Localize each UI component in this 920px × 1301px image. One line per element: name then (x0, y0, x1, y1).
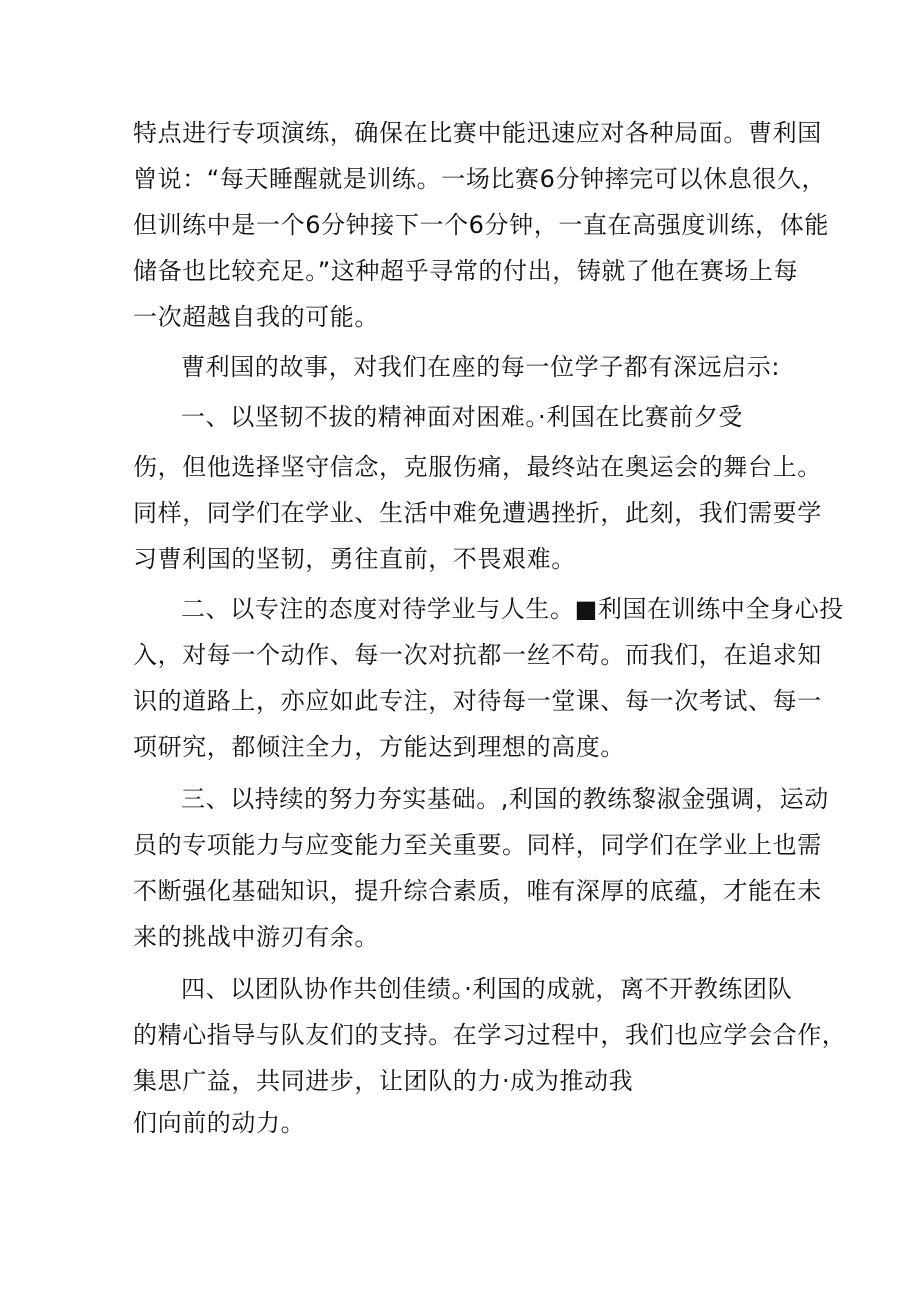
text-line: 入，对每一个动作、每一次对抗都一丝不苟。而我们，在追求知 (133, 641, 822, 669)
text-line: 曾说：“每天睡醒就是训练。一场比赛6分钟摔完可以休息很久， (133, 165, 827, 193)
point-one-heading-line: 一、以坚韧不拔的精神面对困难。·利国在比赛前夕受 (181, 403, 744, 431)
point-four-heading-line: 四、以团队协作共创佳绩。·利国的成就，离不开教练团队 (181, 975, 793, 1003)
text-line: 不断强化基础知识，提升综合素质，唯有深厚的底蕴，才能在未 (133, 877, 822, 905)
text-line: 储备也比较充足。”这种超乎寻常的付出，铸就了他在赛场上每 (133, 257, 799, 285)
text-line: 习曹利国的坚韧，勇往直前，不畏艰难。 (133, 545, 576, 573)
text-line: 集思广益，共同进步，让团队的力·成为推动我 (133, 1067, 634, 1095)
text-line: 一次超越自我的可能。 (133, 303, 379, 331)
text-line: 同样，同学们在学业、生活中难免遭遇挫折，此刻，我们需要学 (133, 499, 822, 527)
text-line: 但训练中是一个6分钟接下一个6分钟，一直在高强度训练，体能 (133, 211, 829, 239)
text-line: 来的挑战中游刃有余。 (133, 923, 379, 951)
text-line: 项研究，都倾注全力，方能达到理想的高度。 (133, 733, 625, 761)
point-three-heading-line: 三、以持续的努力夯实基础。,利国的教练黎淑金强调，运动 (181, 785, 829, 813)
text-line: 特点进行专项演练，确保在比赛中能迅速应对各种局面。曹利国 (133, 119, 822, 147)
text-line: 识的道路上，亦应如此专注，对待每一堂课、每一次考试、每一 (133, 687, 822, 715)
text-line: 伤，但他选择坚守信念，克服伤痛，最终站在奥运会的舞台上。 (133, 453, 822, 481)
text-line: 的精心指导与队友们的支持。在学习过程中，我们也应学会合作， (133, 1021, 847, 1049)
text-line: 员的专项能力与应变能力至关重要。同样，同学们在学业上也需 (133, 831, 822, 859)
point-two-heading-line: 二、以专注的态度对待学业与人生。■利国在训练中全身心投 (181, 595, 844, 623)
paragraph-first-line: 曹利国的故事，对我们在座的每一位学子都有深远启示: (181, 353, 781, 381)
text-line: 们向前的动力。 (133, 1109, 306, 1137)
